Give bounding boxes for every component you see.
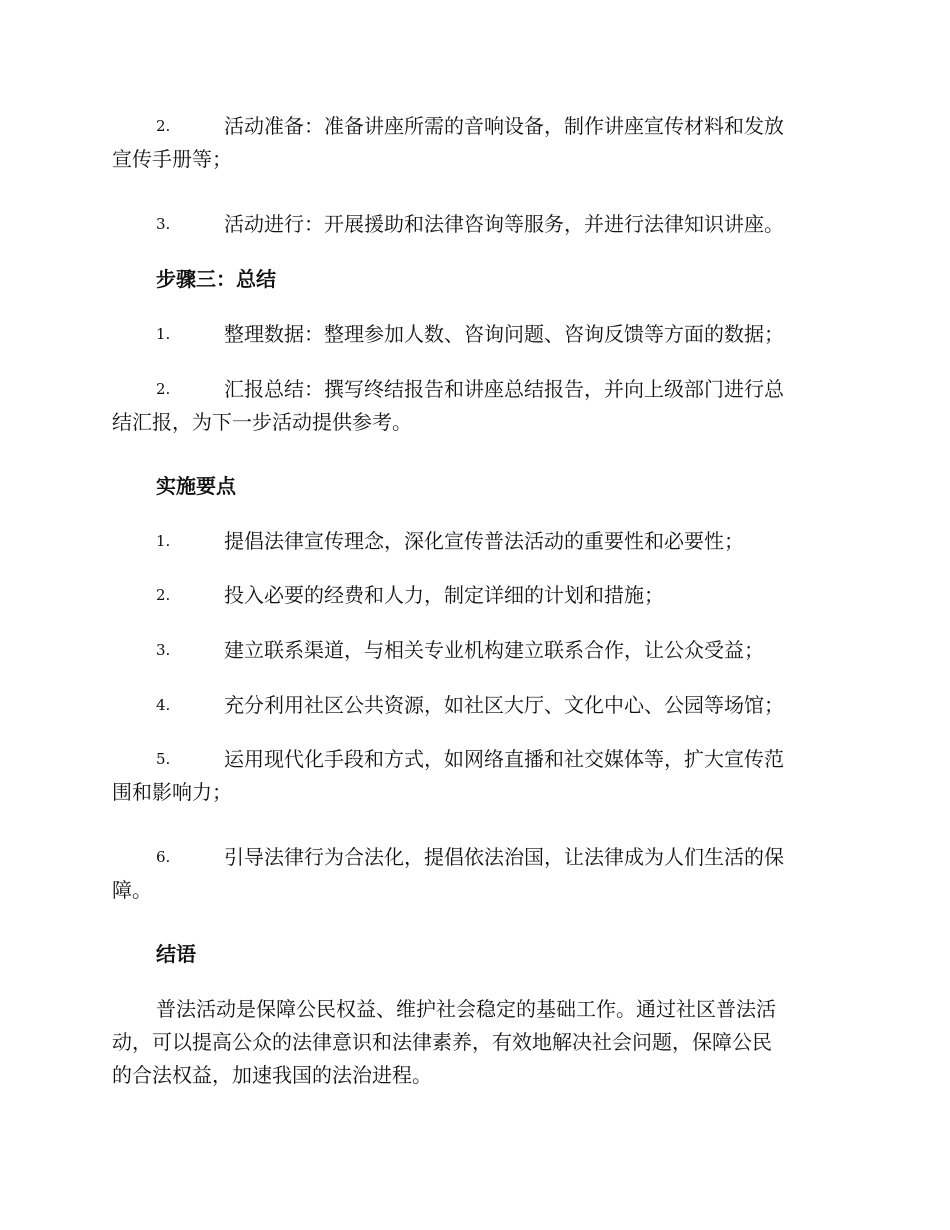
list-item xyxy=(112,743,834,809)
list-item xyxy=(112,634,834,667)
list-item xyxy=(112,373,834,439)
list-text-continuation: 障。 xyxy=(112,878,152,902)
list-number: 4. xyxy=(156,696,171,714)
list-text: 活动进行：开展援助和法律咨询等服务，并进行法律知识讲座。 xyxy=(224,212,784,236)
list-text: 整理数据：整理参加人数、咨询问题、咨询反馈等方面的数据； xyxy=(224,322,784,346)
list-text-continuation: 结汇报，为下一步活动提供参考。 xyxy=(112,410,412,434)
list-item xyxy=(112,208,834,241)
section-heading-conclusion: 结语 xyxy=(156,942,196,966)
list-text: 汇报总结：撰写终结报告和讲座总结报告，并向上级部门进行总 xyxy=(224,377,784,401)
list-item xyxy=(112,525,834,558)
list-number: 2. xyxy=(156,380,171,398)
list-item xyxy=(112,318,834,351)
list-number: 1. xyxy=(156,325,171,343)
list-text: 建立联系渠道，与相关专业机构建立联系合作，让公众受益； xyxy=(224,638,764,662)
paragraph-line: 动，可以提高公众的法律意识和法律素养，有效地解决社会问题，保障公民 xyxy=(112,1030,772,1054)
section-heading-key-points: 实施要点 xyxy=(156,474,236,498)
list-text: 充分利用社区公共资源，如社区大厅、文化中心、公园等场馆； xyxy=(224,693,784,717)
list-number: 1. xyxy=(156,532,171,550)
list-number: 2. xyxy=(156,586,171,604)
list-text: 提倡法律宣传理念，深化宣传普法活动的重要性和必要性； xyxy=(224,529,744,553)
list-text: 投入必要的经费和人力，制定详细的计划和措施； xyxy=(224,583,664,607)
list-number: 6. xyxy=(156,848,171,866)
list-text: 运用现代化手段和方式，如网络直播和社交媒体等，扩大宣传范 xyxy=(224,747,784,771)
list-item xyxy=(112,689,834,722)
list-item xyxy=(112,841,834,907)
list-number: 2. xyxy=(156,117,171,135)
list-number: 3. xyxy=(156,641,171,659)
list-text: 活动准备：准备讲座所需的音响设备，制作讲座宣传材料和发放 xyxy=(224,114,784,138)
paragraph-line: 的合法权益，加速我国的法治进程。 xyxy=(112,1063,432,1087)
list-text-continuation: 宣传手册等； xyxy=(112,147,232,171)
section-heading-step3: 步骤三：总结 xyxy=(156,267,276,291)
list-number: 5. xyxy=(156,750,171,768)
conclusion-paragraph xyxy=(112,993,834,1092)
list-text-continuation: 围和影响力； xyxy=(112,780,232,804)
list-number: 3. xyxy=(156,215,171,233)
list-item xyxy=(112,110,834,176)
paragraph-line: 普法活动是保障公民权益、维护社会稳定的基础工作。通过社区普法活 xyxy=(156,997,776,1021)
list-item xyxy=(112,579,834,612)
list-text: 引导法律行为合法化，提倡依法治国，让法律成为人们生活的保 xyxy=(224,845,784,869)
